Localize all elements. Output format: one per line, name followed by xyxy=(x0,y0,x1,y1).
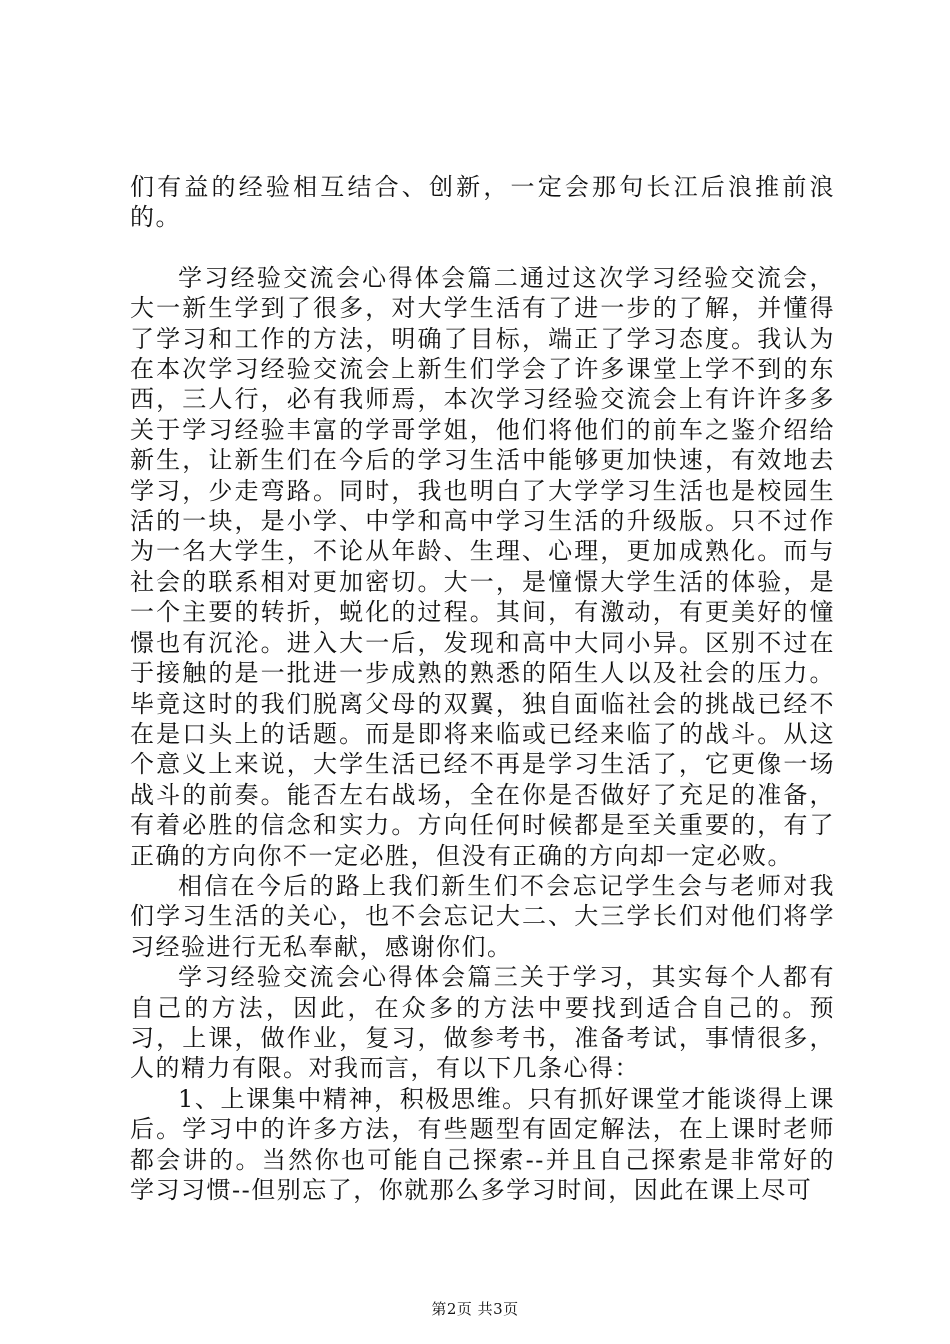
paragraph-essay-three: 学习经验交流会心得体会篇三关于学习，其实每个人都有自己的方法，因此，在众多的方法中要找到适合自己的。预习，上课，做作业，复习，做参考书，准备考试，事情很多，人的精力有限。对我而言，有以下几条心得： xyxy=(130,963,835,1083)
paragraph-essay-two: 学习经验交流会心得体会篇二通过这次学习经验交流会，大一新生学到了很多，对大学生活有了进一步的了解，并懂得了学习和工作的方法，明确了目标，端正了学习态度。我认为在本次学习经验交流会上新生们学会了许多课堂上学不到的东西，三人行，必有我师焉，本次学习经验交流会上有许许多多关于学习经验丰富的学哥学姐，他们将他们的前车之鉴介绍给新生，让新生们在今后的学习生活中能够更加快速，有效地去学习，少走弯路。同时，我也明白了大学学习生活也是校园生活的一块，是小学、中学和高中学习生活的升级版。只不过作为一名大学生，不论从年龄、生理、心理，更加成熟化。而与社会的联系相对更加密切。大一，是憧憬大学生活的体验，是一个主要的转折，蜕化的过程。其间，有激动，有更美好的憧憬也有沉沦。进入大一后，发现和高中大同小异。区别不过在于接触的是一批进一步成熟的熟悉的陌生人以及社会的压力。毕竟这时的我们脱离父母的双翼，独自面临社会的挑战已经不在是口头上的话题。而是即将来临或已经来临了的战斗。从这个意义上来说，大学生活已经不再是学习生活了，它更像一场战斗的前奏。能否左右战场，全在你是否做好了充足的准备，有着必胜的信念和实力。方向任何时候都是至关重要的，有了正确的方向你不一定必胜，但没有正确的方向却一定必败。 xyxy=(130,263,835,870)
paragraph-continuation: 们有益的经验相互结合、创新，一定会那句长江后浪推前浪的。 xyxy=(130,173,835,232)
paragraph-point-one: 1、上课集中精神，积极思维。只有抓好课堂才能谈得上课后。学习中的许多方法，有些题型有固定解法，在上课时老师都会讲的。当然你也可能自己探索--并且自己探索是非常好的学习习惯--但别忘了，你就那么多学习时间，因此在课上尽可 xyxy=(130,1084,835,1204)
document-body xyxy=(130,172,835,1205)
page-footer: 第2页 共3页 xyxy=(431,1300,519,1318)
paragraph-thanks: 相信在今后的路上我们新生们不会忘记学生会与老师对我们学习生活的关心，也不会忘记大二、大三学长们对他们将学习经验进行无私奉献，感谢你们。 xyxy=(130,871,835,961)
